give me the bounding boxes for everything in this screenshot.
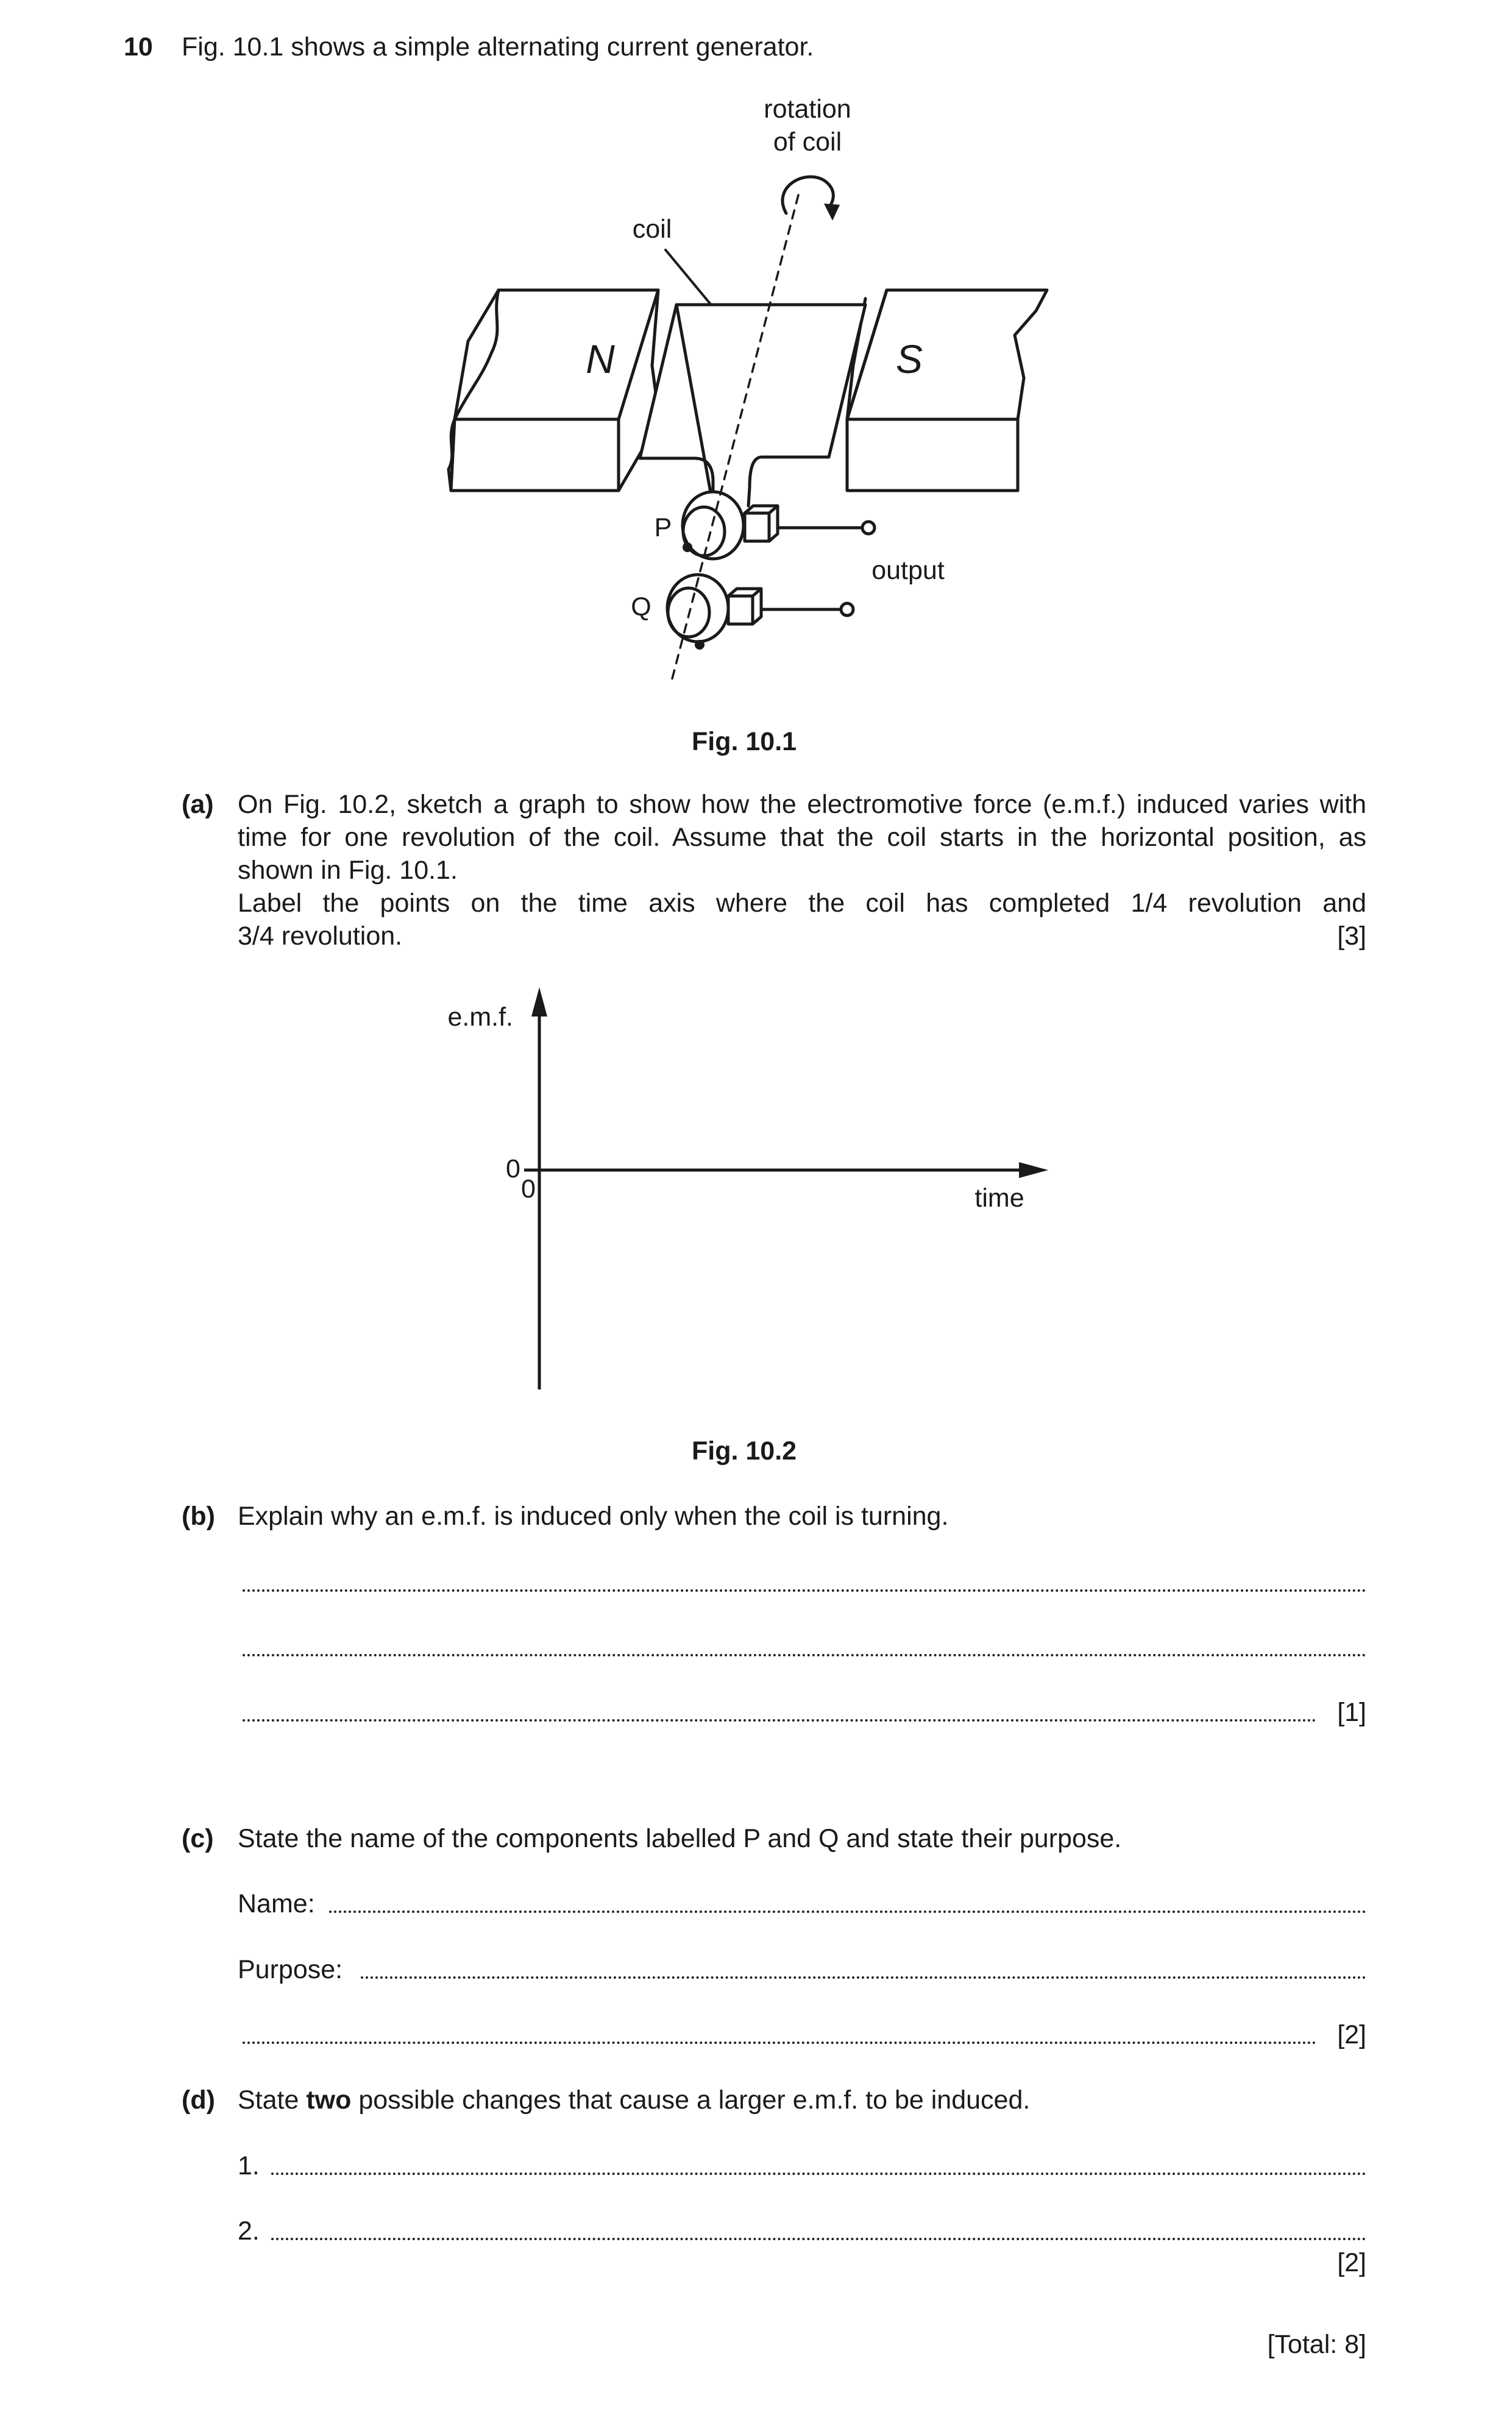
coil-loop [640,305,865,506]
zero-x-label: 0 [521,1174,536,1204]
label-output: output [871,556,945,585]
south-magnet [847,290,1047,491]
part-a-label: (a) [182,790,214,819]
label-north: N [586,336,615,381]
question-intro: Fig. 10.1 shows a simple alternating current generator. [182,32,814,62]
purpose-label: Purpose: [238,1955,343,1984]
part-c-label: (c) [182,1824,214,1853]
part-b-question: Explain why an e.m.f. is induced only when the coil is turning. [238,1502,949,1531]
label-coil: coil [632,215,672,244]
fig2-caption: Fig. 10.2 [692,1436,797,1466]
zero-y-label: 0 [506,1154,520,1183]
part-b-marks: [1] [1337,1698,1366,1727]
answer-line-b1[interactable] [243,1566,1366,1599]
label-p: P [654,513,672,542]
purpose-answer-line[interactable] [361,1953,1366,1986]
part-d-marks: [2] [1337,2248,1366,2277]
label-rotation-1: rotation [764,94,851,124]
item-1-answer-line[interactable] [271,2149,1366,2182]
part-c-marks: [2] [1337,2020,1366,2049]
part-a-line-3: shown in Fig. 10.1. [238,856,458,885]
part-a-line-2: time for one revolution of the coil. Assume that the coil starts in the horizontal position, as [238,823,1366,852]
emf-time-axes[interactable] [427,975,1097,1402]
item-2-label: 2. [238,2216,260,2246]
part-d-label: (d) [182,2085,215,2115]
generator-diagram [0,0,1512,731]
item-2-answer-line[interactable] [271,2215,1366,2248]
part-d-question: State two possible changes that cause a larger e.m.f. to be induced. [238,2085,1031,2115]
fig1-caption: Fig. 10.1 [692,727,797,756]
x-axis-arrowhead [1019,1162,1048,1178]
label-rotation-2: of coil [773,127,842,157]
part-a-line-4: Label the points on the time axis where the coil has completed 1/4 revolution and [238,889,1366,918]
label-q: Q [631,592,651,622]
part-c-question: State the name of the components labelled P and Q and state their purpose. [238,1824,1122,1853]
answer-line-b3[interactable] [243,1696,1316,1729]
north-magnet [449,290,659,491]
item-1-label: 1. [238,2151,260,2180]
label-south: S [895,336,923,381]
y-axis-arrowhead [531,987,547,1016]
name-label: Name: [238,1889,315,1918]
purpose-answer-line-2[interactable] [243,2018,1316,2051]
part-a-line-5: 3/4 revolution. [238,921,403,951]
answer-line-b2[interactable] [243,1631,1366,1664]
name-answer-line[interactable] [329,1887,1366,1920]
y-axis-label: e.m.f. [447,1002,513,1032]
part-a-marks: [3] [1337,921,1366,951]
part-b-label: (b) [182,1502,215,1531]
total-marks: [Total: 8] [1267,2330,1366,2359]
question-number: 10 [124,32,153,62]
x-axis-label: time [974,1183,1024,1213]
part-a-line-1: On Fig. 10.2, sketch a graph to show how the electromotive force (e.m.f.) induced varies with [238,790,1366,819]
